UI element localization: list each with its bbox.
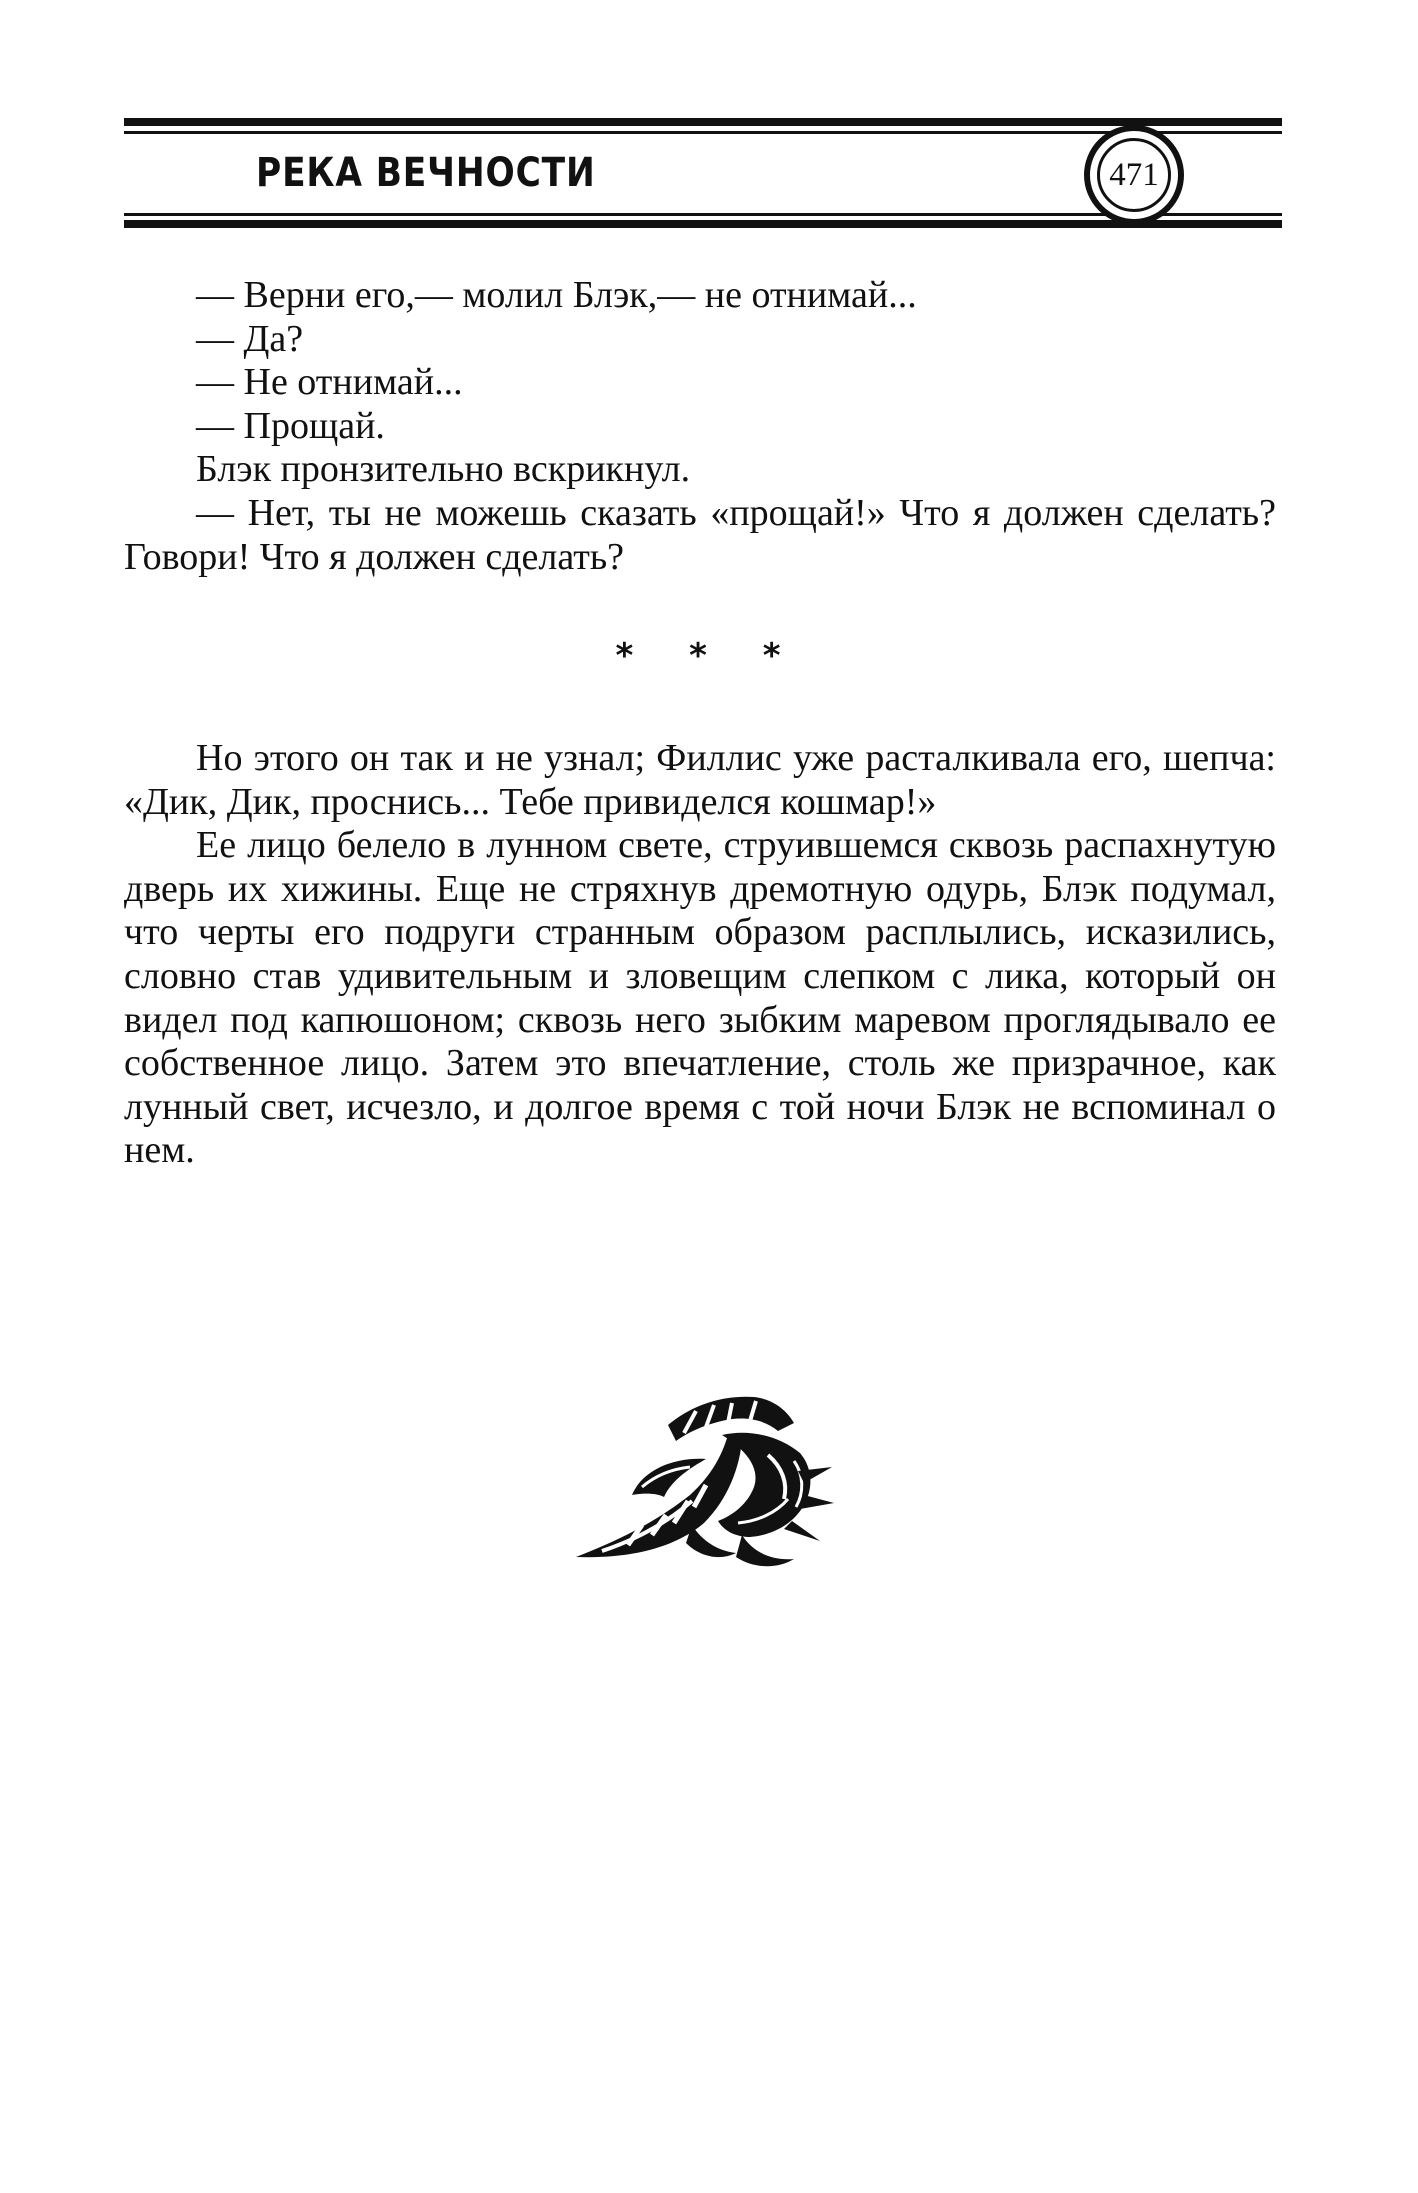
- dialogue-line: — Да?: [196, 317, 304, 360]
- page-number-ring: [1097, 138, 1171, 212]
- section-break: * * *: [615, 636, 803, 676]
- dialogue-block: [124, 274, 1276, 579]
- seashell-ornament-icon: [572, 1375, 840, 1575]
- dialogue-line: — Нет, ты не можешь сказать «прощай!» Что я должен сделать? Говори! Что я должен сделать?: [124, 491, 1276, 578]
- narration-line: Блэк пронзительно вскрикнул.: [196, 448, 691, 491]
- running-header: [124, 118, 1282, 234]
- header-rule-bottom-thick: [124, 220, 1282, 228]
- page-number: 471: [1109, 156, 1159, 193]
- page-number-medallion: [1084, 125, 1184, 225]
- paragraph: Но этого он так и не узнал; Филлис уже расталкивала его, шепча: «Дик, Дик, проснись... Тебе привиделся кошмар!»: [124, 737, 1276, 823]
- body-text: [124, 737, 1276, 1173]
- dialogue-line: — Не отнимай...: [196, 361, 463, 404]
- dialogue-line: — Прощай.: [196, 404, 385, 447]
- dialogue-line: — Верни его,— молил Блэк,— не отнимай...: [196, 274, 917, 316]
- running-title: РЕКА ВЕЧНОСТИ: [256, 150, 596, 196]
- header-rule-top-thick: [124, 118, 1282, 126]
- paragraph: Ее лицо белело в лунном свете, струившемся сквозь распахнутую дверь их хижины. Еще не стряхнув дремотную одурь, Блэк подумал, что черты его подруги странным образом расплылись, исказились, словно став удивительным и зловещим слепком с лика, который он видел под капюшоном; сквозь него зыбким маревом проглядывало ее собственное лицо. Затем это впечатление, столь же призрачное, как лунный свет, исчезло, и долгое время с той ночи Блэк не вспоминал о нем.: [124, 824, 1276, 1172]
